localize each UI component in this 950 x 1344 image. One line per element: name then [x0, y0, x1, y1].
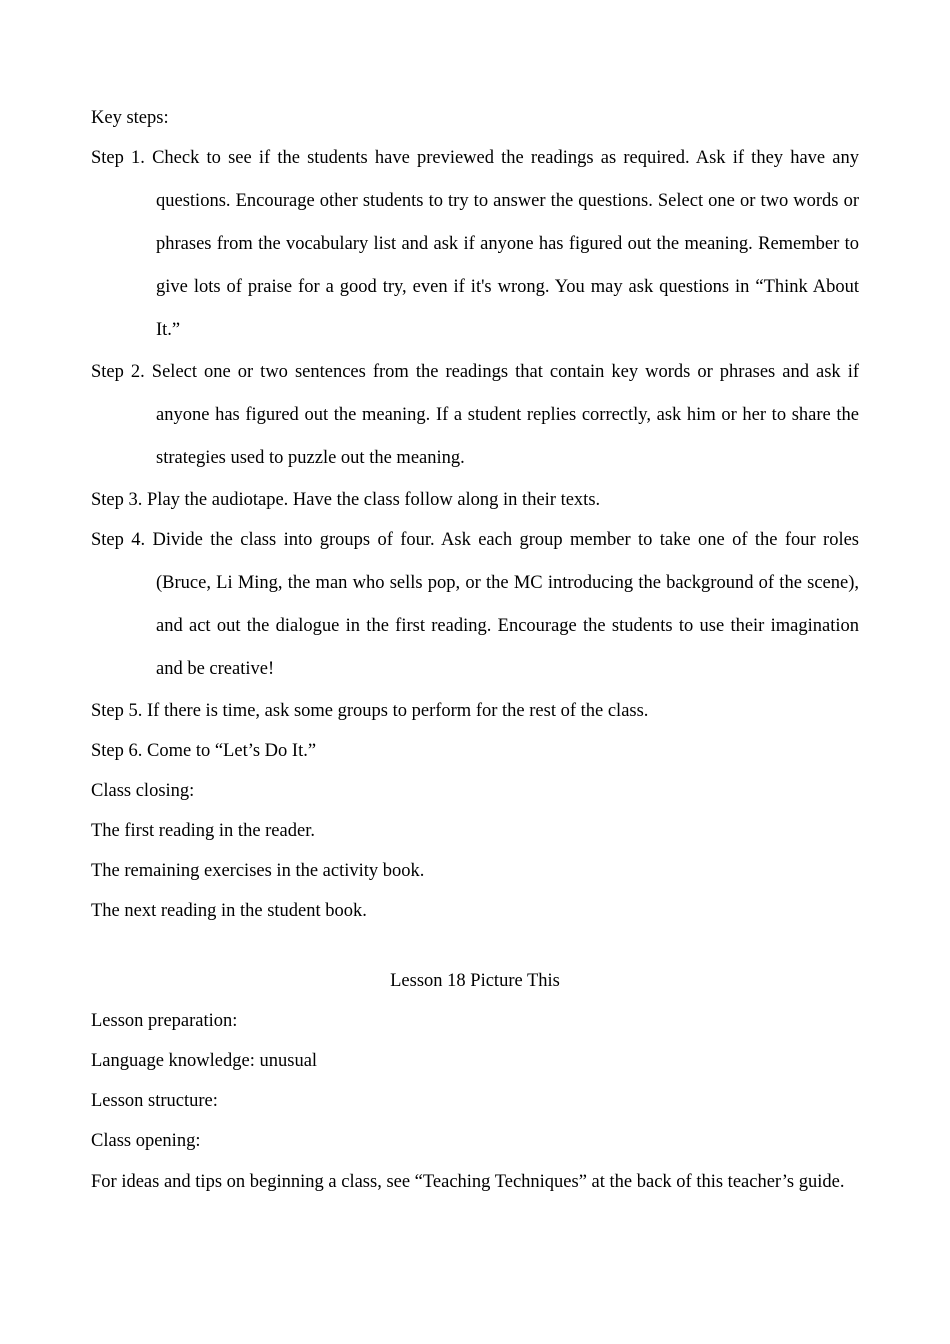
language-knowledge: Language knowledge: unusual [91, 1051, 318, 1071]
document-page [91, 98, 859, 1204]
spacer [91, 931, 859, 961]
step-3: Step 3. Play the audiotape. Have the class follow along in their texts. [91, 490, 601, 510]
step-1: Step 1. Check to see if the students have previewed the readings as required. Ask if they have any questions. Encourage other students to try to answer the questions. Select one or two words or phrases from the vocabulary list and ask if anyone has figured out the meaning. Remember to give lots of praise for a good try, even if it's wrong. You may ask questions in “Think About It.” [91, 148, 859, 340]
step-6: Step 6. Come to “Let’s Do It.” [91, 741, 317, 761]
class-opening-heading: Class opening: [91, 1131, 201, 1151]
class-closing-heading: Class closing: [91, 781, 195, 801]
lesson-preparation: Lesson preparation: [91, 1011, 238, 1031]
step-4: Step 4. Divide the class into groups of four. Ask each group member to take one of the four roles (Bruce, Li Ming, the man who sells pop, or the MC introducing the background of the scene), and act out the dialogue in the first reading. Encourage the students to use their imagination and be creative! [91, 530, 859, 679]
key-steps-heading: Key steps: [91, 108, 169, 128]
step-2: Step 2. Select one or two sentences from the readings that contain key words or phrases and ask if anyone has figured out the meaning. If a student replies correctly, ask him or her to share the strategies used to puzzle out the meaning. [91, 362, 859, 468]
closing-item: The remaining exercises in the activity book. [91, 861, 425, 881]
class-opening-text: For ideas and tips on beginning a class, see “Teaching Techniques” at the back of this teacher’s guide. [91, 1172, 845, 1192]
lesson-structure: Lesson structure: [91, 1091, 218, 1111]
closing-item: The next reading in the student book. [91, 901, 367, 921]
step-5: Step 5. If there is time, ask some groups to perform for the rest of the class. [91, 701, 649, 721]
lesson-title: Lesson 18 Picture This [390, 971, 560, 991]
closing-item: The first reading in the reader. [91, 821, 315, 841]
